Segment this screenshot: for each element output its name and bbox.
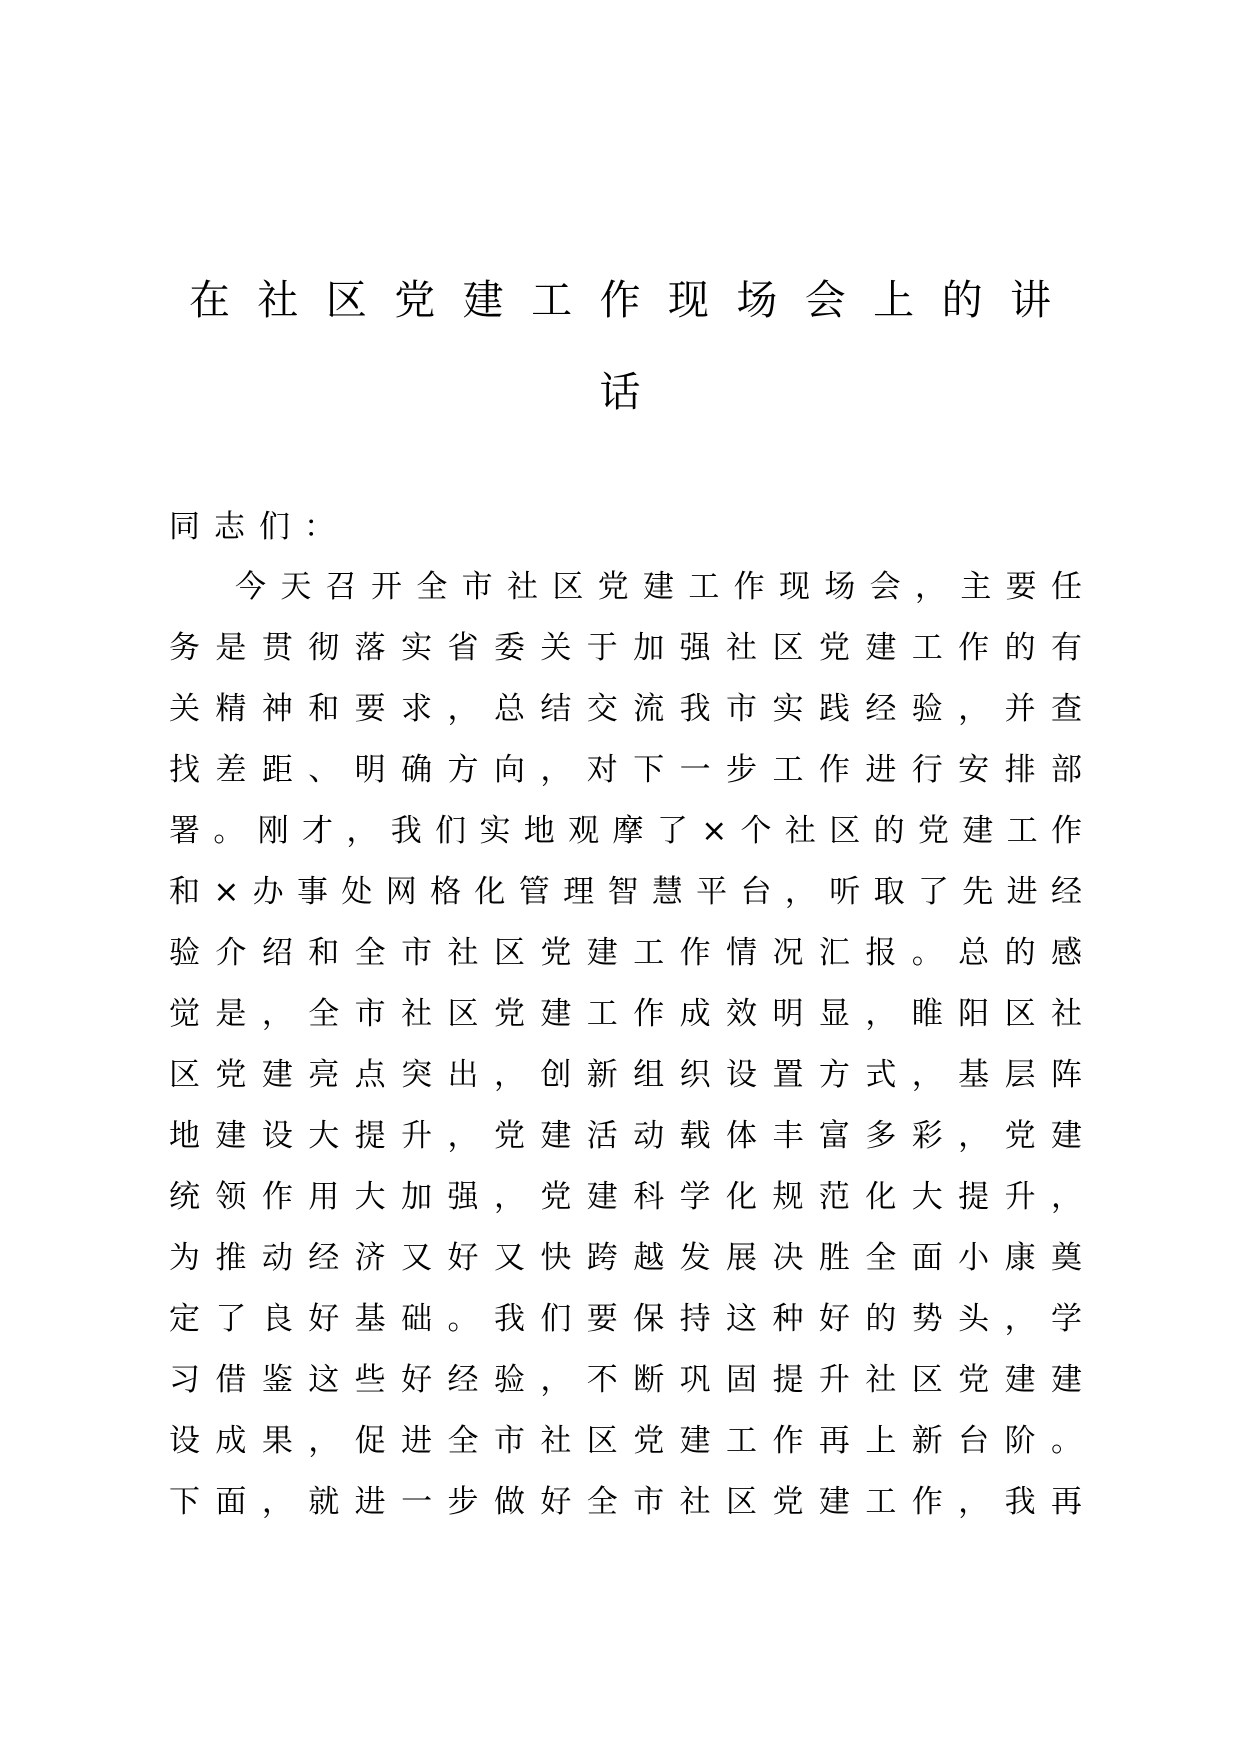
paragraph-line: 署。刚才，我们实地观摩了×个社区的党建工作 bbox=[169, 813, 1082, 849]
paragraph-line: 为推动经济又好又快跨越发展决胜全面小康奠 bbox=[169, 1240, 1082, 1276]
paragraph-line: 务是贯彻落实省委关于加强社区党建工作的有 bbox=[169, 630, 1082, 666]
paragraph-line: 定了良好基础。我们要保持这种好的势头，学 bbox=[169, 1301, 1082, 1337]
paragraph-line: 下面，就进一步做好全市社区党建工作，我再 bbox=[169, 1484, 1082, 1520]
paragraph-line: 区党建亮点突出，创新组织设置方式，基层阵 bbox=[169, 1057, 1082, 1093]
document-title-line-2: 话 bbox=[599, 368, 641, 416]
paragraph-line: 习借鉴这些好经验，不断巩固提升社区党建建 bbox=[169, 1362, 1082, 1398]
paragraph-line: 今天召开全市社区党建工作现场会，主要任 bbox=[235, 569, 1082, 605]
paragraph-line: 验介绍和全市社区党建工作情况汇报。总的感 bbox=[169, 935, 1082, 971]
paragraph-line: 设成果，促进全市社区党建工作再上新台阶。 bbox=[169, 1423, 1082, 1459]
paragraph-line: 找差距、明确方向，对下一步工作进行安排部 bbox=[169, 752, 1082, 788]
document-title-line-1: 在社区党建工作现场会上的讲 bbox=[189, 276, 1051, 324]
paragraph-line: 地建设大提升，党建活动载体丰富多彩，党建 bbox=[169, 1118, 1082, 1154]
salutation: 同志们： bbox=[169, 509, 349, 545]
paragraph-line: 觉是，全市社区党建工作成效明显，睢阳区社 bbox=[169, 996, 1082, 1032]
body-paragraph bbox=[169, 565, 1082, 1541]
paragraph-line: 统领作用大加强，党建科学化规范化大提升， bbox=[169, 1179, 1082, 1215]
paragraph-line: 关精神和要求，总结交流我市实践经验，并查 bbox=[169, 691, 1082, 727]
paragraph-line: 和×办事处网格化管理智慧平台，听取了先进经 bbox=[169, 874, 1082, 910]
